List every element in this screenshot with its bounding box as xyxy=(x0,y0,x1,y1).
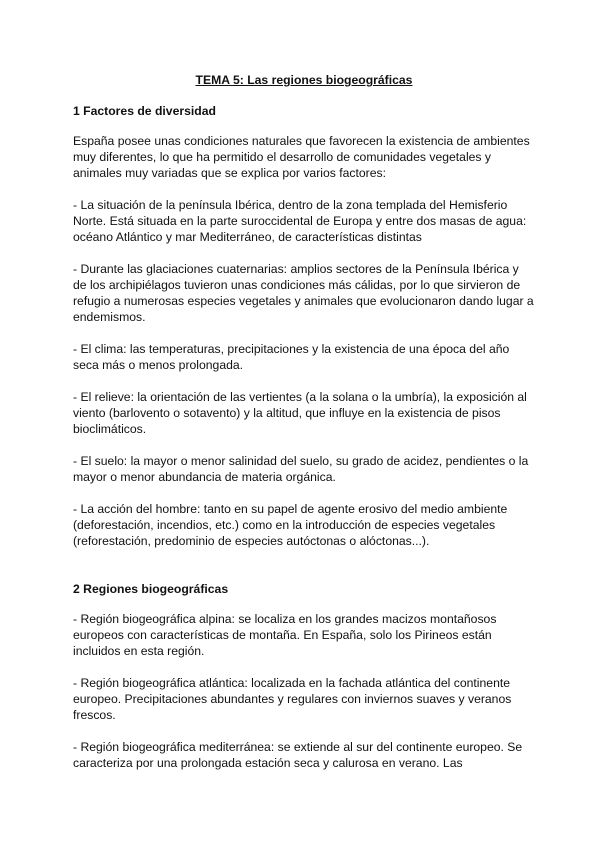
document-page xyxy=(73,72,535,787)
paragraph-intro: España posee unas condiciones naturales que favorecen la existencia de ambientes muy diferentes, lo que ha permitido el desarrollo de comunidades vegetales y animales muy variadas que se explica por varios factores: xyxy=(73,134,530,180)
section-spacer xyxy=(73,565,535,581)
section-factores-diversidad xyxy=(73,103,535,549)
paragraph-clima: - El clima: las temperaturas, precipitaciones y la existencia de una época del año seca más o menos prolongada. xyxy=(73,342,510,372)
paragraph-situacion: - La situación de la península Ibérica, dentro de la zona templada del Hemisferio Norte. Está situada en la parte suroccidental de Europa y entre dos masas de agua: océano Atlántico y mar Mediterráneo, de características distintas xyxy=(73,198,527,244)
paragraph-region-alpina: - Región biogeográfica alpina: se localiza en los grandes macizos montañosos europeos con características de montaña. En España, solo los Pirineos están incluidos en esta región. xyxy=(73,612,497,658)
paragraph-glaciaciones: - Durante las glaciaciones cuaternarias: amplios sectores de la Península Ibérica y de los archipiélagos tuvieron unas condiciones más cálidas, por lo que sirvieron de refugio a numerosas especies vegetales y animales que evolucionaron dando lugar a endemismos. xyxy=(73,262,534,324)
section-regiones-biogeograficas xyxy=(73,581,535,771)
paragraph-region-atlantica: - Región biogeográfica atlántica: localizada en la fachada atlántica del continente europeo. Precipitaciones abundantes y regulares con inviernos suaves y veranos frescos. xyxy=(73,676,512,722)
document-title: TEMA 5: Las regiones biogeográficas xyxy=(195,73,413,87)
section-heading: 2 Regiones biogeográficas xyxy=(73,582,229,596)
paragraph-region-mediterranea: - Región biogeográfica mediterránea: se extiende al sur del continente europeo. Se caracteriza por una prolongada estación seca y calurosa en verano. Las xyxy=(73,740,523,770)
paragraph-accion-hombre: - La acción del hombre: tanto en su papel de agente erosivo del medio ambiente (deforestación, incendios, etc.) como en la introducción de especies vegetales (reforestación, predominio de especies autóctonas o alóctonas...). xyxy=(73,502,508,548)
paragraph-relieve: - El relieve: la orientación de las vertientes (a la solana o la umbría), la exposición al viento (barlovento o sotavento) y la altitud, que influye en la existencia de pisos bioclimáticos. xyxy=(73,390,527,436)
paragraph-suelo: - El suelo: la mayor o menor salinidad del suelo, su grado de acidez, pendientes o la mayor o menor abundancia de materia orgánica. xyxy=(73,454,529,484)
section-heading: 1 Factores de diversidad xyxy=(73,104,216,118)
